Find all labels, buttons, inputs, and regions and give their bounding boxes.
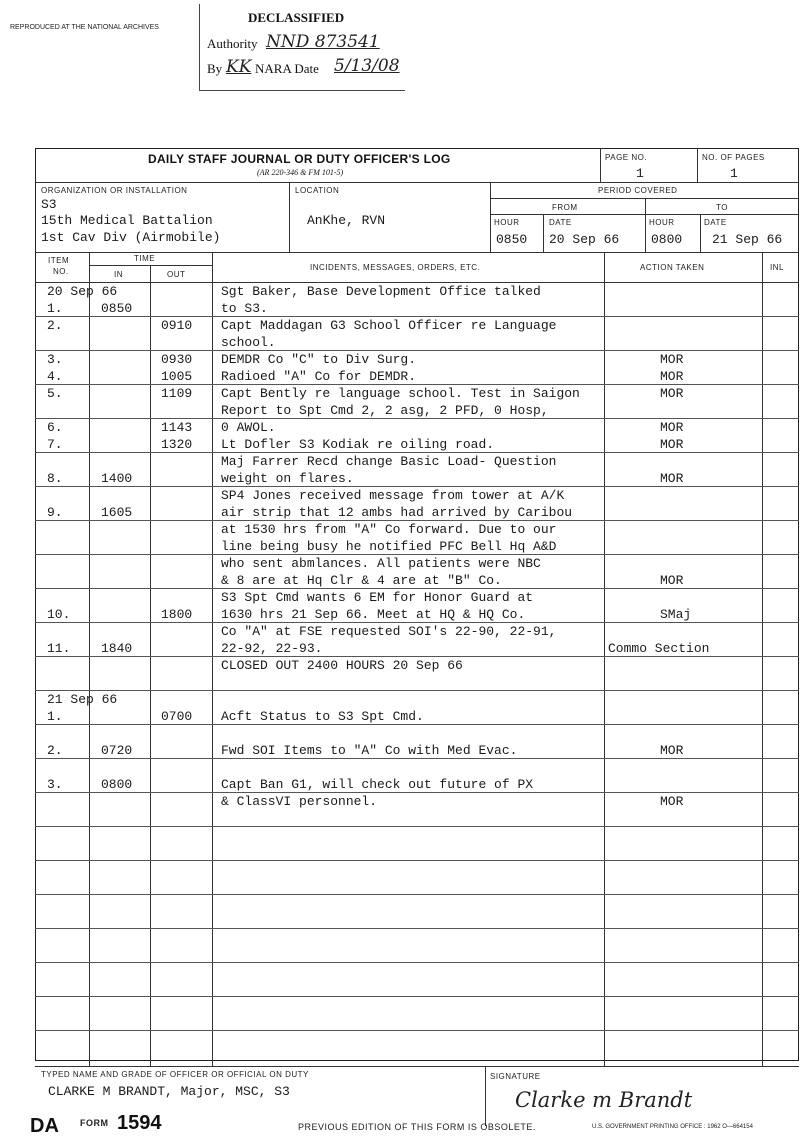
to-date: 21 Sep 66 bbox=[712, 232, 783, 247]
entry-text: & ClassVI personnel. bbox=[221, 794, 378, 809]
time-out: 1320 bbox=[161, 437, 193, 452]
action-taken: MOR bbox=[660, 743, 684, 758]
item-number: 2. bbox=[47, 743, 63, 758]
to-date-label: DATE bbox=[704, 218, 727, 227]
location: AnKhe, RVN bbox=[307, 213, 386, 228]
item-number: 1. bbox=[47, 301, 63, 316]
nara-date-value: 5/13/08 bbox=[334, 56, 400, 76]
ruled-line bbox=[35, 520, 799, 521]
ruled-line bbox=[35, 486, 799, 487]
declassification-stamp bbox=[199, 4, 405, 91]
entry-text: school. bbox=[221, 335, 276, 350]
entry-text: 1630 hrs 21 Sep 66. Meet at HQ & HQ Co. bbox=[221, 607, 526, 622]
action-taken: MOR bbox=[660, 352, 684, 367]
entry-text: air strip that 12 ambs had arrived by Caribou bbox=[221, 505, 573, 520]
entry-text: DEMDR Co "C" to Div Surg. bbox=[221, 352, 417, 367]
time-in: 1605 bbox=[101, 505, 133, 520]
org-line3: 1st Cav Div (Airmobile) bbox=[41, 230, 221, 245]
ruled-line bbox=[35, 588, 799, 589]
from-date-label: DATE bbox=[549, 218, 572, 227]
ruled-line bbox=[35, 928, 799, 929]
entry-text: Lt Dofler S3 Kodiak re oiling road. bbox=[221, 437, 495, 452]
inl-label: INL bbox=[770, 263, 784, 272]
item-number: 3. bbox=[47, 352, 63, 367]
org-line1: S3 bbox=[41, 197, 57, 212]
to-hour: 0800 bbox=[651, 232, 683, 247]
entry-text: S3 Spt Cmd wants 6 EM for Honor Guard at bbox=[221, 590, 534, 605]
ruled-line bbox=[35, 554, 799, 555]
org-line2: 15th Medical Battalion bbox=[41, 213, 213, 228]
ruled-line bbox=[35, 826, 799, 827]
entry-text: Fwd SOI Items to "A" Co with Med Evac. bbox=[221, 743, 518, 758]
ruled-line bbox=[35, 384, 799, 385]
action-taken: MOR bbox=[660, 420, 684, 435]
entry-text: weight on flares. bbox=[221, 471, 354, 486]
reproduced-note: REPRODUCED AT THE NATIONAL ARCHIVES bbox=[10, 24, 159, 31]
entry-text: Capt Maddagan G3 School Officer re Language bbox=[221, 318, 557, 333]
action-label: ACTION TAKEN bbox=[640, 263, 705, 272]
item-number: 10. bbox=[47, 607, 71, 622]
ruled-line bbox=[35, 724, 799, 725]
action-taken: MOR bbox=[660, 573, 684, 588]
no-pages-label: NO. OF PAGES bbox=[702, 153, 765, 162]
to-label: TO bbox=[716, 203, 728, 212]
ruled-line bbox=[35, 758, 799, 759]
by-label: By bbox=[207, 61, 223, 76]
item-number: 9. bbox=[47, 505, 63, 520]
entry-text: SP4 Jones received message from tower at A/K bbox=[221, 488, 565, 503]
entry-text: to S3. bbox=[221, 301, 268, 316]
form-word: FORM bbox=[80, 1118, 109, 1128]
entry-text: Radioed "A" Co for DEMDR. bbox=[221, 369, 417, 384]
entry-text: & 8 are at Hq Clr & 4 are at "B" Co. bbox=[221, 573, 502, 588]
ruled-line bbox=[35, 418, 799, 419]
entry-text: line being busy he notified PFC Bell Hq A&D bbox=[221, 539, 557, 554]
ruled-line bbox=[35, 894, 799, 895]
item-number: 1. bbox=[47, 709, 63, 724]
item-number: 20 Sep 66 bbox=[47, 284, 118, 299]
form-id: DA bbox=[30, 1115, 59, 1137]
signature: Clarke m Brandt bbox=[515, 1088, 693, 1112]
item-number: 2. bbox=[47, 318, 63, 333]
action-taken: SMaj bbox=[660, 607, 692, 622]
action-taken: MOR bbox=[660, 794, 684, 809]
by-value: KK bbox=[226, 57, 252, 77]
form-title: DAILY STAFF JOURNAL OR DUTY OFFICER'S LOG bbox=[148, 152, 451, 166]
entry-text: who sent abmlances. All patients were NBC bbox=[221, 556, 541, 571]
authority-value: NND 873541 bbox=[266, 32, 380, 52]
time-out: 1109 bbox=[161, 386, 193, 401]
entry-text: 22-92, 22-93. bbox=[221, 641, 323, 656]
entry-text: CLOSED OUT 2400 HOURS 20 Sep 66 bbox=[221, 658, 463, 673]
previous-edition: PREVIOUS EDITION OF THIS FORM IS OBSOLETE. bbox=[298, 1122, 536, 1132]
item-number: 6. bbox=[47, 420, 63, 435]
time-in: 0800 bbox=[101, 777, 133, 792]
declassified-heading: DECLASSIFIED bbox=[248, 10, 345, 25]
from-date: 20 Sep 66 bbox=[549, 232, 620, 247]
gpo-note: U.S. GOVERNMENT PRINTING OFFICE : 1962 O—664154 bbox=[592, 1124, 753, 1130]
action-taken: MOR bbox=[660, 369, 684, 384]
from-hour-label: HOUR bbox=[494, 218, 520, 227]
form-number: 1594 bbox=[117, 1112, 162, 1134]
ruled-line bbox=[35, 452, 799, 453]
entry-text: 0 AWOL. bbox=[221, 420, 276, 435]
no-pages: 1 bbox=[730, 166, 738, 181]
org-label: ORGANIZATION OR INSTALLATION bbox=[41, 186, 188, 195]
time-out: 1800 bbox=[161, 607, 193, 622]
from-hour: 0850 bbox=[496, 232, 528, 247]
item-no-label: NO. bbox=[53, 267, 69, 276]
entry-text: Sgt Baker, Base Development Office talked bbox=[221, 284, 541, 299]
action-taken: Commo Section bbox=[608, 641, 710, 656]
ruled-line bbox=[35, 690, 799, 691]
entry-text: Capt Bently re language school. Test in Saigon bbox=[221, 386, 580, 401]
entry-text: Capt Ban G1, will check out future of PX bbox=[221, 777, 534, 792]
item-number: 5. bbox=[47, 386, 63, 401]
entry-text: Co "A" at FSE requested SOI's 22-90, 22-91, bbox=[221, 624, 557, 639]
item-number: 21 Sep 66 bbox=[47, 692, 118, 707]
time-in: 1400 bbox=[101, 471, 133, 486]
ruled-line bbox=[35, 860, 799, 861]
authority-label: Authority bbox=[207, 36, 258, 51]
ruled-line bbox=[35, 622, 799, 623]
entry-text: Maj Farrer Recd change Basic Load- Question bbox=[221, 454, 557, 469]
ruled-line bbox=[35, 1030, 799, 1031]
item-number: 8. bbox=[47, 471, 63, 486]
ruled-line bbox=[35, 996, 799, 997]
nara-date-label: NARA Date bbox=[255, 61, 319, 76]
to-hour-label: HOUR bbox=[649, 218, 675, 227]
form-regulation: (AR 220-346 & FM 101-5) bbox=[257, 168, 344, 177]
in-label: IN bbox=[114, 270, 123, 279]
action-taken: MOR bbox=[660, 437, 684, 452]
time-out: 0910 bbox=[161, 318, 193, 333]
ruled-line bbox=[35, 792, 799, 793]
time-in: 0720 bbox=[101, 743, 133, 758]
ruled-line bbox=[35, 316, 799, 317]
time-in: 1840 bbox=[101, 641, 133, 656]
item-label: ITEM bbox=[48, 256, 70, 265]
item-number: 7. bbox=[47, 437, 63, 452]
entry-text: at 1530 hrs from "A" Co forward. Due to our bbox=[221, 522, 557, 537]
time-in: 0850 bbox=[101, 301, 133, 316]
page-no-label: PAGE NO. bbox=[605, 153, 648, 162]
entry-text: Acft Status to S3 Spt Cmd. bbox=[221, 709, 424, 724]
time-out: 0700 bbox=[161, 709, 193, 724]
item-number: 3. bbox=[47, 777, 63, 792]
item-number: 11. bbox=[47, 641, 71, 656]
action-taken: MOR bbox=[660, 386, 684, 401]
officer-name: CLARKE M BRANDT, Major, MSC, S3 bbox=[48, 1084, 290, 1099]
time-out: 1143 bbox=[161, 420, 193, 435]
action-taken: MOR bbox=[660, 471, 684, 486]
ruled-line bbox=[35, 350, 799, 351]
time-out: 0930 bbox=[161, 352, 193, 367]
signature-label: SIGNATURE bbox=[490, 1072, 541, 1081]
entry-text: Report to Spt Cmd 2, 2 asg, 2 PFD, 0 Hosp, bbox=[221, 403, 549, 418]
time-out: 1005 bbox=[161, 369, 193, 384]
officer-label: TYPED NAME AND GRADE OF OFFICER OR OFFICIAL ON DUTY bbox=[41, 1070, 309, 1079]
from-label: FROM bbox=[552, 203, 578, 212]
item-number: 4. bbox=[47, 369, 63, 384]
location-label: LOCATION bbox=[295, 186, 340, 195]
page-no: 1 bbox=[636, 166, 644, 181]
ruled-line bbox=[35, 656, 799, 657]
time-label: TIME bbox=[134, 254, 156, 263]
ruled-line bbox=[35, 962, 799, 963]
out-label: OUT bbox=[167, 270, 186, 279]
period-label: PERIOD COVERED bbox=[598, 186, 678, 195]
incidents-label: INCIDENTS, MESSAGES, ORDERS, ETC. bbox=[310, 263, 481, 272]
